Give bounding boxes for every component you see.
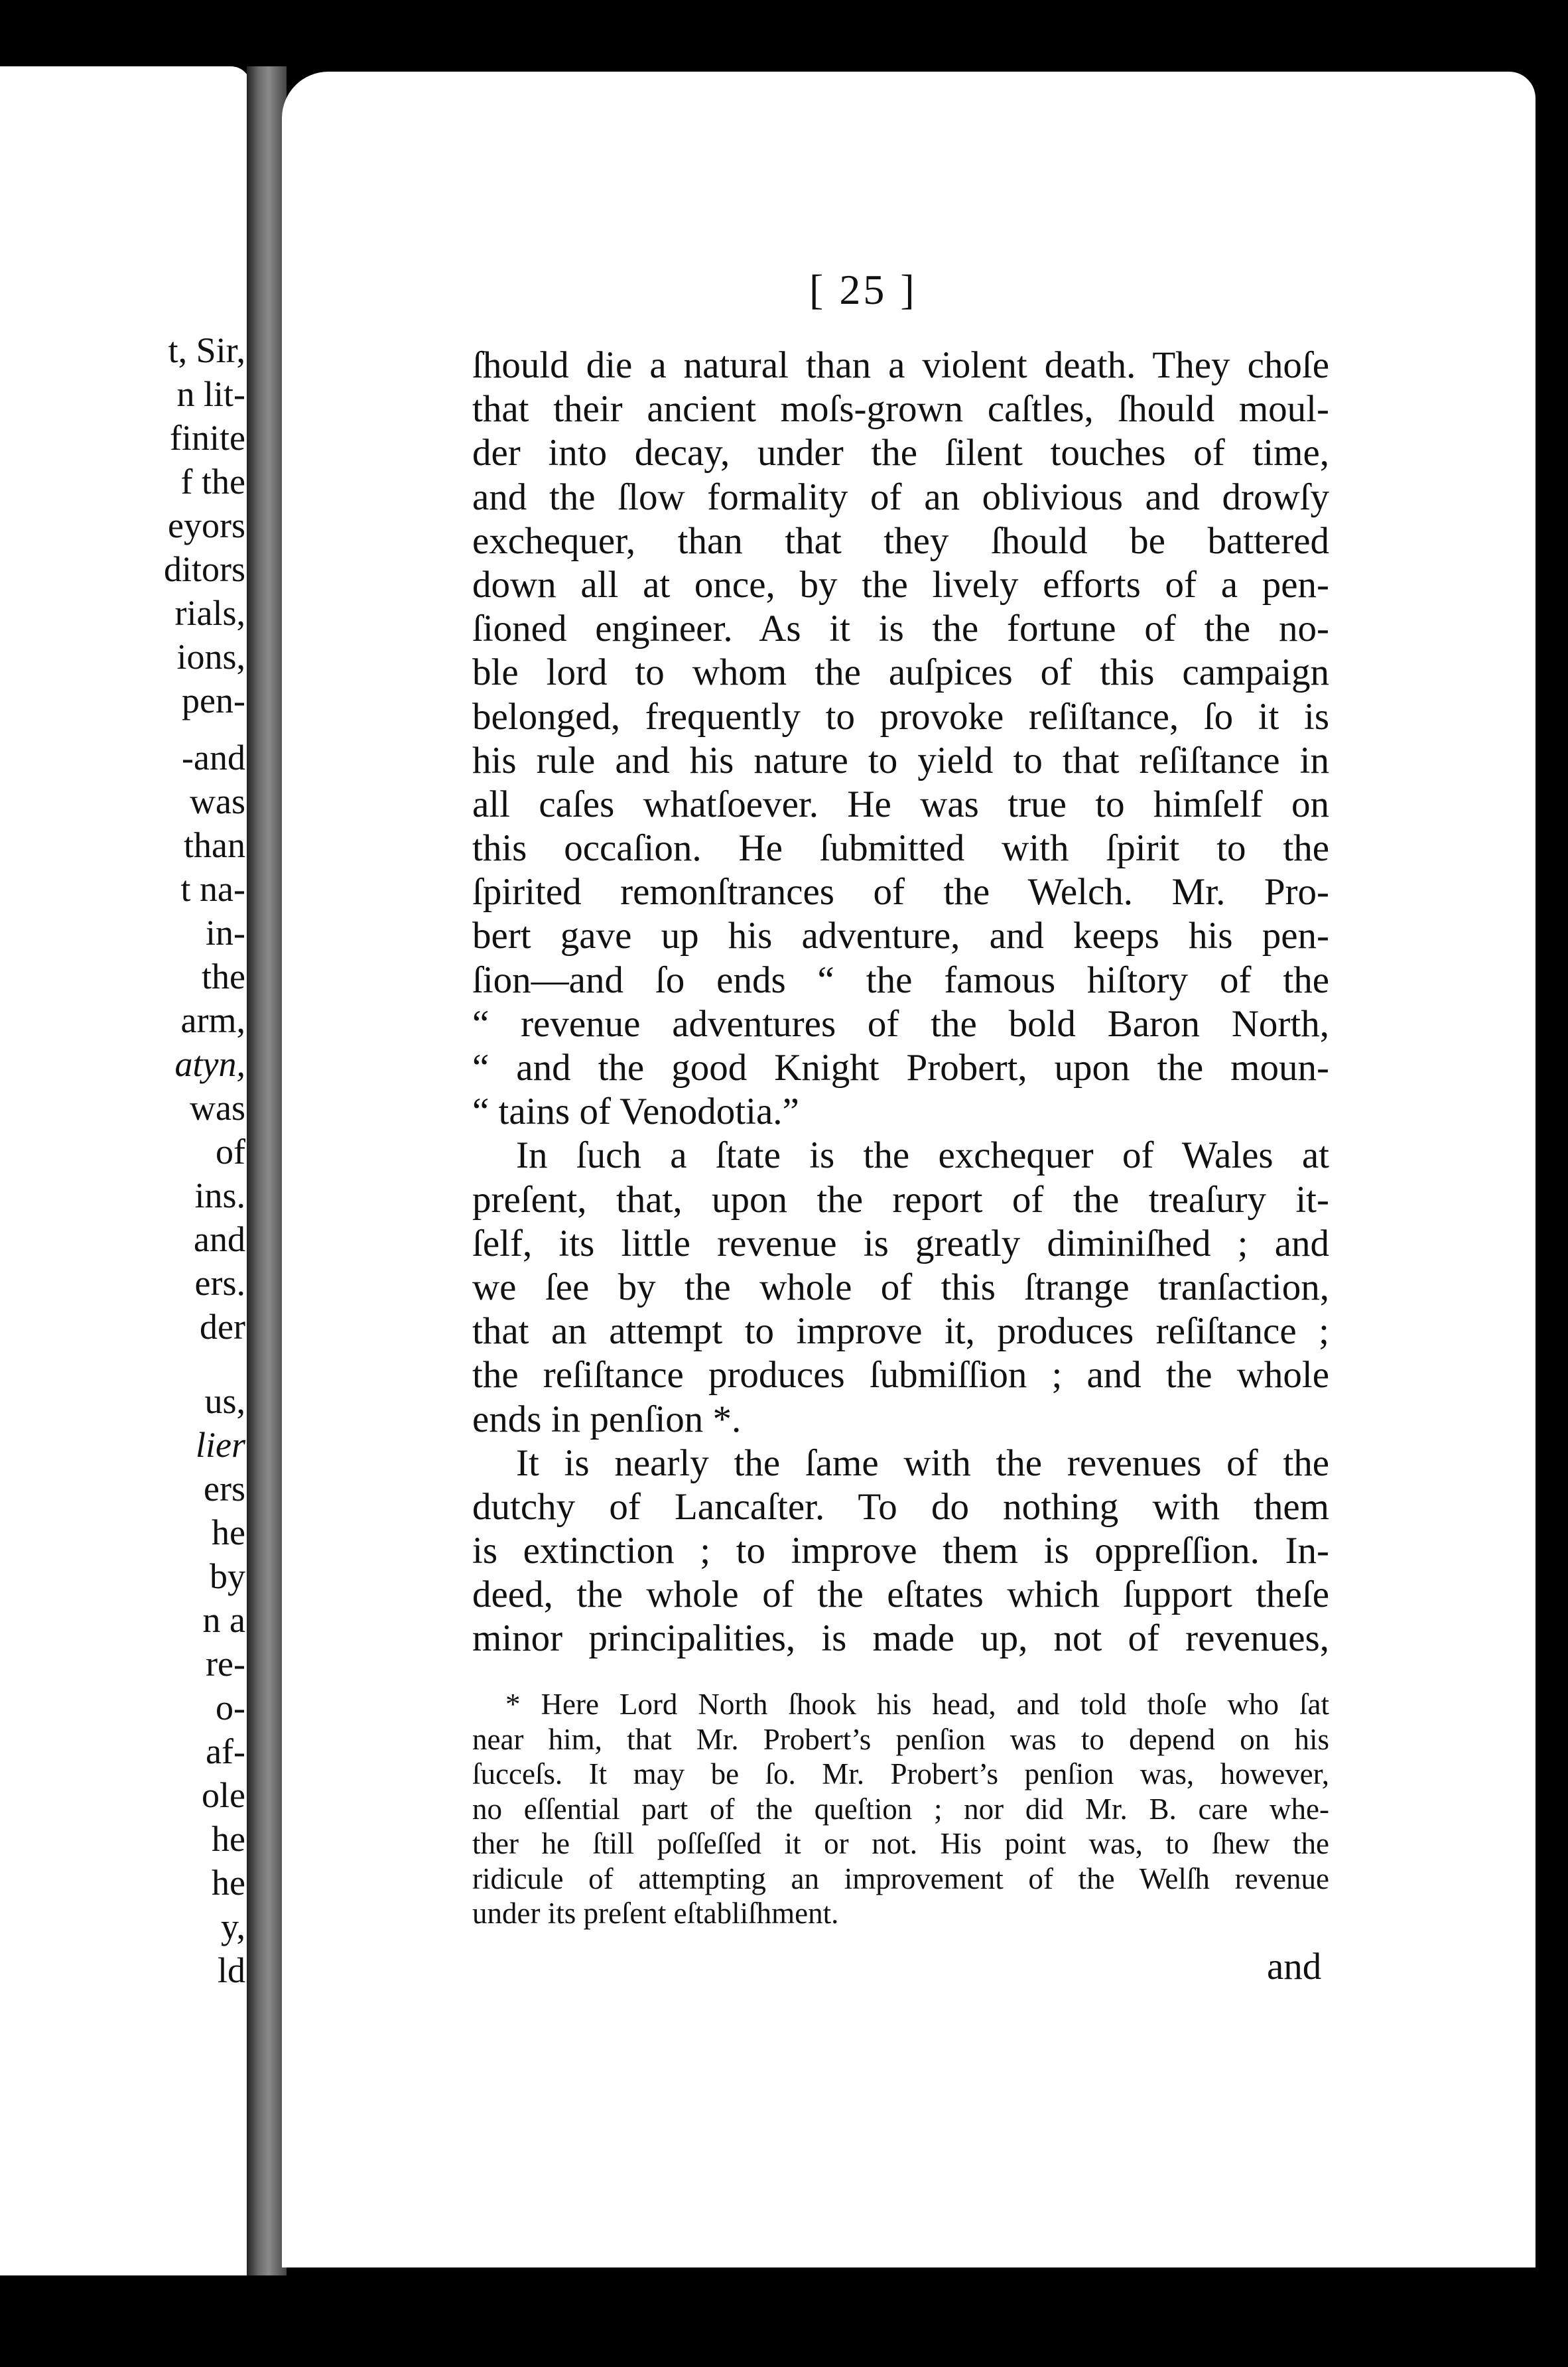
left-line: eyors (168, 506, 245, 545)
previous-page-fragment (0, 66, 251, 2275)
left-line: f the (180, 462, 245, 502)
left-line: of (216, 1132, 245, 1172)
body-line: all caſes whatſoever. He was true to himſelf on (472, 783, 1329, 825)
body-line: ſioned engineer. As it is the fortune of the no- (472, 608, 1329, 650)
left-line: o- (216, 1688, 245, 1727)
left-line: and (194, 1219, 245, 1259)
left-line: t, Sir, (168, 330, 245, 370)
body-line: his rule and his nature to yield to that reſiſtance in (472, 739, 1329, 781)
left-line: t na- (180, 869, 245, 909)
left-line: he (212, 1513, 245, 1552)
body-line: dutchy of Lancaſter. To do nothing with them (472, 1485, 1329, 1528)
left-line: n lit- (176, 374, 245, 414)
body-line: preſent, that, upon the report of the treaſury it- (472, 1178, 1329, 1221)
body-line: exchequer, than that they ſhould be battered (472, 519, 1329, 562)
body-line: and the ſlow formality of an oblivious and drowſy (472, 476, 1329, 518)
book-gutter (247, 66, 287, 2275)
body-line: belonged, frequently to provoke reſiſtance, ſo it is (472, 695, 1329, 738)
body-line: der into decay, under the ſilent touches of time, (472, 432, 1329, 474)
body-line: is extinction ; to improve them is oppreſſion. In- (472, 1530, 1329, 1572)
left-line: pen- (182, 681, 245, 720)
left-line: arm, (180, 1000, 245, 1040)
left-line: than (184, 825, 245, 865)
left-line: n a (202, 1600, 245, 1640)
left-line: in- (206, 913, 245, 953)
body-text (472, 344, 1329, 1661)
body-line: ſpirited remonſtrances of the Welch. Mr. Pro- (472, 871, 1329, 913)
body-line: that their ancient moſs-grown caſtles, ſhould moul- (472, 388, 1329, 431)
left-line: rials, (174, 593, 245, 633)
left-line: he (212, 1863, 245, 1903)
left-line: lier (196, 1425, 245, 1465)
footnote-line: ridicule of attempting an improvement of the Welſh revenue (472, 1861, 1329, 1895)
left-line-gap (164, 1349, 245, 1379)
left-line: af- (206, 1731, 245, 1771)
body-line: In ſuch a ſtate is the exchequer of Wales at (516, 1134, 1329, 1177)
body-line: that an attempt to improve it, produces reſiſtance ; (472, 1310, 1329, 1353)
left-line: ole (202, 1775, 245, 1815)
body-line: ſelf, its little revenue is greatly diminiſhed ; and (472, 1222, 1329, 1264)
left-line: ditors (163, 549, 245, 589)
left-line: us, (204, 1381, 245, 1421)
footnote-line: under its preſent eſtabliſhment. (472, 1897, 839, 1930)
body-line: minor principalities, is made up, not of revenues, (472, 1617, 1329, 1660)
left-line: der (200, 1307, 245, 1347)
body-line: ſion—and ſo ends “ the famous hiſtory of the (472, 959, 1329, 1001)
body-line: “ tains of Venodotia.” (472, 1091, 799, 1133)
body-line: “ revenue adventures of the bold Baron North, (472, 1002, 1329, 1045)
footnote (472, 1687, 1329, 1931)
left-line: ers. (194, 1263, 245, 1303)
left-line: ld (217, 1950, 245, 1990)
footnote-line: * Here Lord North ſhook his head, and told thoſe who ſat (505, 1688, 1329, 1721)
left-line: re- (206, 1644, 245, 1684)
left-line: was (190, 1088, 245, 1128)
left-line: finite (170, 418, 245, 458)
page-number: [ 25 ] (809, 266, 917, 313)
body-line: we ſee by the whole of this ſtrange tranſaction, (472, 1266, 1329, 1308)
left-line: the (202, 957, 245, 996)
body-line: deed, the whole of the eſtates which ſupport theſe (472, 1574, 1329, 1616)
left-line: by (210, 1556, 245, 1596)
left-line: atyn, (174, 1044, 245, 1084)
left-line: was (190, 781, 245, 821)
body-line: this occaſion. He ſubmitted with ſpirit to the (472, 827, 1329, 870)
body-line: the reſiſtance produces ſubmiſſion ; and the whole (472, 1354, 1329, 1396)
body-line: ble lord to whom the auſpices of this campaign (472, 651, 1329, 694)
body-line: down all at once, by the lively efforts of a pen- (472, 563, 1329, 606)
left-line: -and (182, 738, 245, 778)
catchword: and (1267, 1946, 1322, 1988)
left-line: ins. (194, 1176, 245, 1215)
left-line: ers (204, 1469, 245, 1509)
left-line: he (212, 1819, 245, 1859)
body-line: “ and the good Knight Probert, upon the moun- (472, 1047, 1329, 1089)
left-line: ions, (176, 637, 245, 677)
body-line: ends in penſion *. (472, 1398, 742, 1440)
body-line: bert gave up his adventure, and keeps his pen- (472, 915, 1329, 957)
footnote-line: near him, that Mr. Probert’s penſion was to depend on his (472, 1722, 1329, 1756)
left-line: y, (221, 1907, 245, 1946)
left-line-gap (164, 722, 245, 736)
previous-page-text (164, 328, 245, 1992)
footnote-line: ther he ſtill poſſeſſed it or not. His point was, to ſhew the (472, 1827, 1329, 1860)
footnote-line: no eſſential part of the queſtion ; nor did Mr. B. care whe- (472, 1792, 1329, 1826)
footnote-line: ſucceſs. It may be ſo. Mr. Probert’s penſion was, however, (472, 1757, 1329, 1791)
body-line: It is nearly the ſame with the revenues of the (516, 1442, 1329, 1484)
body-line: ſhould die a natural than a violent death. They choſe (472, 344, 1329, 386)
